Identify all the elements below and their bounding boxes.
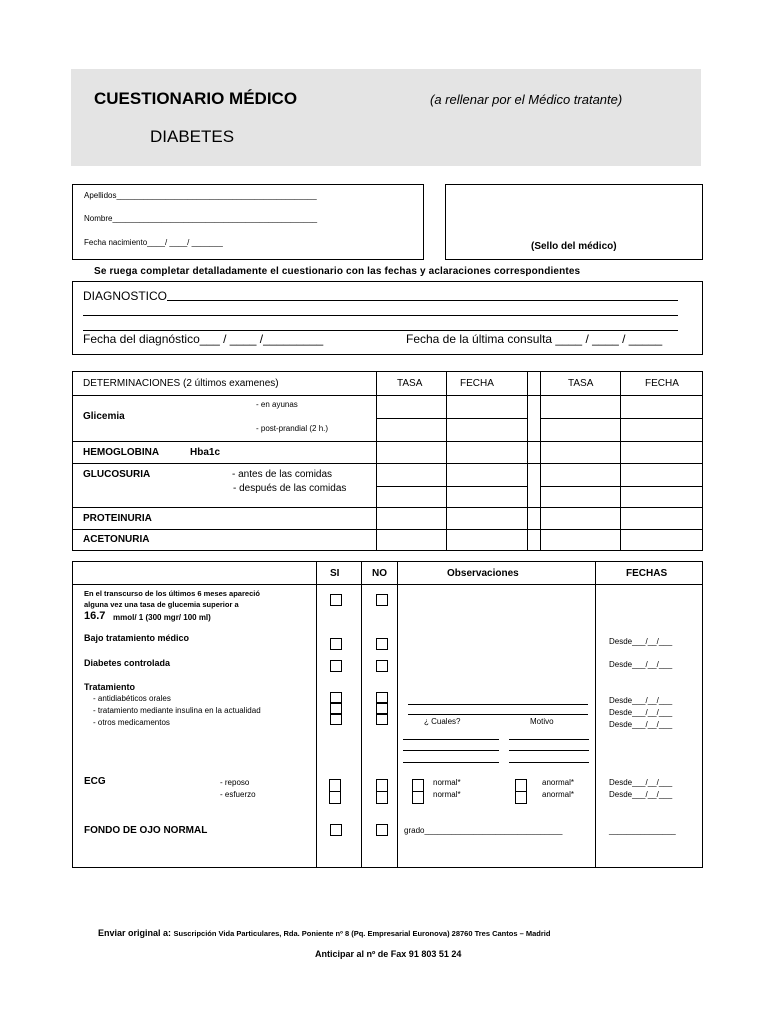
observation-line[interactable] (408, 714, 588, 715)
grado-field[interactable]: grado_______________________________ (404, 826, 563, 835)
form-title: CUESTIONARIO MÉDICO (94, 89, 298, 108)
ayunas-label: - en ayunas (256, 400, 298, 409)
q1-si-checkbox[interactable] (330, 594, 342, 606)
bajo-desde[interactable]: Desde___/__/___ (609, 637, 673, 646)
hba1c-label: Hba1c (190, 447, 221, 458)
proteinuria-label: PROTEINURIA (83, 513, 152, 524)
cuales-line[interactable] (403, 739, 499, 740)
footer-address (98, 928, 550, 938)
ecg-reposo-desde[interactable]: Desde___/__/___ (609, 778, 673, 787)
hemoglobina-label: HEMOGLOBINA (83, 447, 160, 458)
antidiab-no-checkbox[interactable] (376, 692, 388, 703)
motivo-line[interactable] (509, 739, 589, 740)
diagnosis-line[interactable] (83, 330, 678, 331)
motivo-label: Motivo (530, 717, 554, 726)
acetonuria-label: ACETONURIA (83, 534, 150, 545)
antidiab-si-checkbox[interactable] (330, 692, 342, 703)
diagnosis-label: DIAGNOSTICO (83, 289, 168, 303)
enviar-text: Suscripción Vida Particulares, Rda. Poniente nº 8 (Pq. Empresarial Euronova) 28760 Tres Cantos – Madrid (173, 929, 551, 938)
antidiabeticos-label: - antidiabéticos orales (93, 694, 171, 703)
footer-fax: Anticipar al nº de Fax 91 803 51 24 (315, 949, 462, 959)
controlada-label: Diabetes controlada (84, 658, 171, 668)
determinations-table (72, 371, 703, 551)
q1-unit: mmol/ 1 (300 mgr/ 100 ml) (113, 613, 211, 622)
otros-si-checkbox[interactable] (330, 714, 342, 725)
antidiab-desde[interactable]: Desde___/__/___ (609, 696, 673, 705)
q1-no-checkbox[interactable] (376, 594, 388, 606)
ecg-normal-esfuerzo-checkbox[interactable] (412, 791, 424, 804)
q1-value: 16.7 (84, 610, 106, 622)
tasa-header: TASA (568, 378, 594, 389)
fondo-ojo-label: FONDO DE OJO NORMAL (84, 825, 208, 836)
observation-line[interactable] (408, 704, 588, 705)
glicemia-label: Glicemia (83, 411, 125, 422)
si-header: SI (330, 568, 340, 579)
cuales-line[interactable] (403, 750, 499, 751)
ecg-esfuerzo-no-checkbox[interactable] (376, 791, 388, 804)
fechas-header: FECHAS (626, 568, 668, 579)
tasa-header: TASA (397, 378, 423, 389)
apellidos-field[interactable]: Apellidos_____________________________________________ (84, 191, 317, 200)
ecg-anormal-esfuerzo-checkbox[interactable] (515, 791, 527, 804)
ecg-label: ECG (84, 776, 106, 787)
diagnosis-line[interactable] (167, 300, 678, 301)
bajo-no-checkbox[interactable] (376, 638, 388, 650)
cuales-line[interactable] (403, 762, 499, 763)
cuales-label: ¿ Cuales? (424, 717, 461, 726)
q1-text: En el transcurso de los últimos 6 meses apareció (84, 589, 260, 598)
bajo-tratamiento-label: Bajo tratamiento médico (84, 633, 190, 643)
determinations-header: DETERMINACIONES (2 últimos examenes) (83, 378, 279, 389)
controlada-si-checkbox[interactable] (330, 660, 342, 672)
nombre-field[interactable]: Nombre______________________________________________ (84, 214, 318, 223)
fondo-no-checkbox[interactable] (376, 824, 388, 836)
otros-desde[interactable]: Desde___/__/___ (609, 720, 673, 729)
antes-label: - antes de las comidas (232, 469, 333, 480)
diagnosis-line[interactable] (83, 315, 678, 316)
diagnosis-date-field[interactable]: Fecha del diagnóstico___ / ____ /_________ (83, 332, 324, 346)
despues-label: - después de las comidas (233, 483, 347, 494)
motivo-line[interactable] (509, 750, 589, 751)
instruction-text: Se ruega completar detalladamente el cuestionario con las fechas y aclaraciones correspondientes (94, 266, 581, 277)
controlada-desde[interactable]: Desde___/__/___ (609, 660, 673, 669)
otros-label: - otros medicamentos (93, 718, 170, 727)
fecha-nacimiento-field[interactable]: Fecha nacimiento____/ ____/ _______ (84, 238, 223, 247)
insulina-label: - tratamiento mediante insulina en la actualidad (93, 706, 261, 715)
insulina-no-checkbox[interactable] (376, 703, 388, 714)
postprandial-label: - post-prandial (2 h.) (256, 424, 329, 433)
fondo-si-checkbox[interactable] (330, 824, 342, 836)
observaciones-header: Observaciones (447, 568, 519, 579)
anormal-label: anormal* (542, 778, 575, 787)
fecha-header: FECHA (645, 378, 679, 389)
q1-text: alguna vez una tasa de glucemia superior a (84, 600, 239, 609)
anormal-label: anormal* (542, 790, 575, 799)
otros-no-checkbox[interactable] (376, 714, 388, 725)
insulina-si-checkbox[interactable] (330, 703, 342, 714)
ecg-esfuerzo-si-checkbox[interactable] (329, 791, 341, 804)
enviar-label: Enviar original a: (98, 928, 172, 938)
controlada-no-checkbox[interactable] (376, 660, 388, 672)
normal-label: normal* (433, 790, 461, 799)
bajo-si-checkbox[interactable] (330, 638, 342, 650)
last-consult-field[interactable]: Fecha de la última consulta ____ / ____ / _____ (406, 332, 663, 346)
form-header (71, 69, 701, 166)
reposo-label: - reposo (220, 778, 250, 787)
normal-label: normal* (433, 778, 461, 787)
glucosuria-label: GLUCOSURIA (83, 469, 151, 480)
fecha-header: FECHA (460, 378, 494, 389)
no-header: NO (372, 568, 387, 579)
motivo-line[interactable] (509, 762, 589, 763)
form-subtitle: DIABETES (150, 127, 235, 146)
ecg-esfuerzo-desde[interactable]: Desde___/__/___ (609, 790, 673, 799)
tratamiento-label: Tratamiento (84, 682, 136, 692)
stamp-label: (Sello del médico) (531, 241, 617, 252)
fondo-fecha-field[interactable]: _______________ (609, 826, 676, 835)
esfuerzo-label: - esfuerzo (220, 790, 256, 799)
insulina-desde[interactable]: Desde___/__/___ (609, 708, 673, 717)
form-note: (a rellenar por el Médico tratante) (430, 92, 623, 107)
